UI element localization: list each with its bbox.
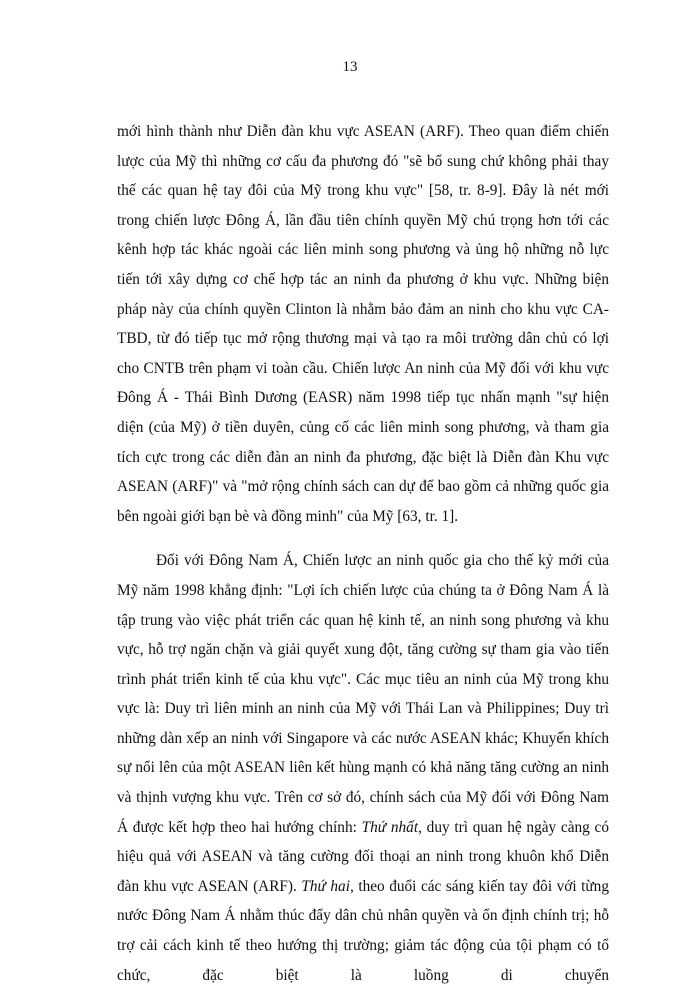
emphasis-second: Thứ hai, [301, 877, 354, 895]
paragraph-1 [117, 117, 609, 531]
paragraph-2 [117, 546, 609, 990]
body-text [117, 117, 609, 990]
paragraph-2-text-c: theo đuổi các sáng kiến tay đôi với từng nước Đông Nam Á nhằm thúc đẩy dân chủ nhân quyền và ổn định chính trị; hỗ trợ cải cách kinh tế theo hướng thị trường; giảm tác động của tội phạm có tổ chức, đặc biệt là luồng di chuyển [117, 877, 609, 984]
paragraph-2-text-b: duy trì quan hệ ngày càng có hiệu quả với ASEAN và tăng cường đối thoại an ninh trong khuôn khổ Diễn đàn khu vực ASEAN (ARF). [117, 818, 609, 895]
paragraph-2-text-a: Đối với Đông Nam Á, Chiến lược an ninh quốc gia cho thế kỷ mới của Mỹ năm 1998 khẳng định: "Lợi ích chiến lược của chúng ta ở Đông Nam Á là tập trung vào việc phát triển các quan hệ kinh tế, an ninh song phương và khu vực, hỗ trợ ngăn chặn và giải quyết xung đột, tăng cường sự tham gia vào tiến trình phát triển kinh tế của khu vực". Các mục tiêu an ninh của Mỹ trong khu vực là: Duy trì liên minh an ninh của Mỹ với Thái Lan và Philippines; Duy trì những dàn xếp an ninh với Singapore và các nước ASEAN khác; Khuyến khích sự nổi lên của một ASEAN liên kết hùng mạnh có khả năng tăng cường an ninh và thịnh vượng khu vực. Trên cơ sở đó, chính sách của Mỹ đối với Đông Nam Á được kết hợp theo hai hướng chính: [117, 552, 609, 836]
emphasis-first: Thứ nhất, [361, 818, 422, 836]
paragraph-1-text: mới hình thành như Diễn đàn khu vực ASEAN (ARF). Theo quan điểm chiến lược của Mỹ thì những cơ cấu đa phương đó "sẽ bổ sung chứ không phải thay thế các quan hệ tay đôi của Mỹ trong khu vực" [58, tr. 8-9]. Đây là nét mới trong chiến lược Đông Á, lần đầu tiên chính quyền Mỹ chú trọng hơn tới các kênh hợp tác khác ngoài các liên minh song phương và ủng hộ những nỗ lực tiến tới xây dựng cơ chế hợp tác an ninh đa phương ở khu vực. Những biện pháp này của chính quyền Clinton là nhằm bảo đảm an ninh cho khu vực CA-TBD, từ đó tiếp tục mở rộng thương mại và tạo ra môi trường dân chủ có lợi cho CNTB trên phạm vi toàn cầu. Chiến lược An ninh của Mỹ đối với khu vực Đông Á - Thái Bình Dương (EASR) năm 1998 tiếp tục nhấn mạnh "sự hiện diện (của Mỹ) ở tiền duyên, củng cố các liên minh song phương, và tham gia tích cực trong các diễn đàn an ninh đa phương, đặc biệt là Diễn đàn Khu vực ASEAN (ARF)" và "mở rộng chính sách can dự để bao gồm cả những quốc gia bên ngoài giới bạn bè và đồng minh" của Mỹ [63, tr. 1]. [117, 123, 609, 525]
page-number: 13 [342, 59, 358, 75]
